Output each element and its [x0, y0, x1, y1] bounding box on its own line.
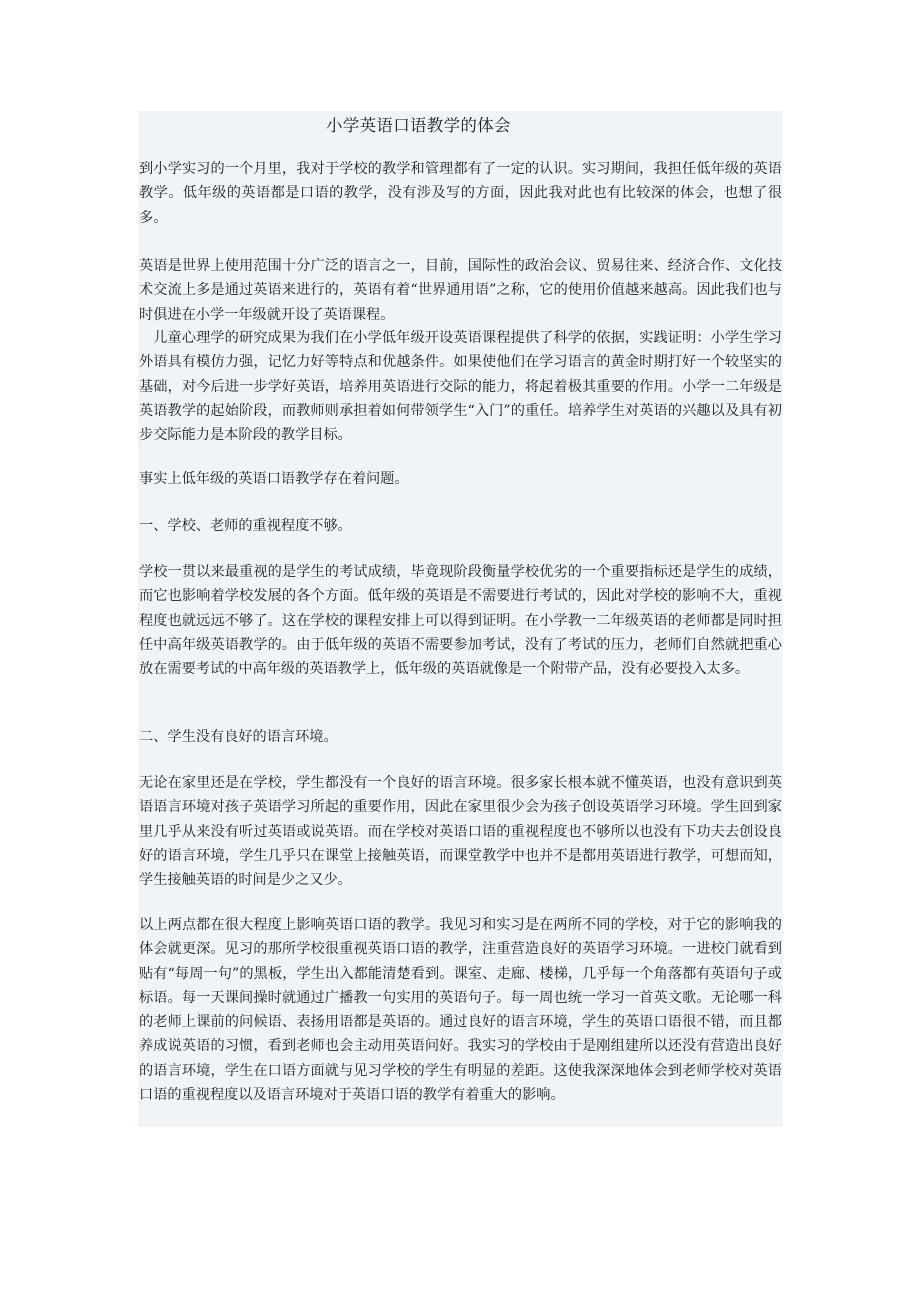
paragraph-conclusion: 以上两点都在很大程度上影响英语口语的教学。我见习和实习是在两所不同的学校，对于它的影响我的体会就更深。见习的那所学校很重视英语口语的教学，注重营造良好的英语学习环境。一进校门就看到贴有“每周一句”的黑板，学生出入都能清楚看到。课室、走廊、楼梯，几乎每一个角落都有英语句子或标语。每一天课间操时就通过广播教一句实用的英语句子。每一周也统一学习一首英文歌。无论哪一科的老师上课前的问候语、表扬用语都是英语的。通过良好的语言环境，学生的英语口语很不错，而且都养成说英语的习惯，看到老师也会主动用英语问好。我实习的学校由于是刚组建所以还没有营造出良好的语言环境，学生在口语方面就与见习学校的学生有明显的差距。这使我深深地体会到老师学校对英语口语的重视程度以及语言环境对于英语口语的教学有着重大的影响。 — [139, 917, 782, 1104]
document-title: 小学英语口语教学的体会 — [326, 116, 511, 135]
paragraph-child-psychology: 儿童心理学的研究成果为我们在小学低年级开设英语课程提供了科学的依据，实践证明：小学生学习外语具有模仿力强，记忆力好等特点和优越条件。如果使他们在学习语言的黄金时期打好一个较坚实的基础，对今后进一步学好英语，培养用英语进行交际的能力，将起着极其重要的作用。小学一二年级是英语教学的起始阶段，而教师则承担着如何带领学生“入门”的重任。培养学生对英语的兴趣以及具有初步交际能力是本阶段的教学目标。 — [139, 330, 782, 444]
section-heading-2: 二、学生没有良好的语言环境。 — [139, 729, 338, 745]
paragraph-school-attention: 学校一贯以来最重视的是学生的考试成绩，毕竟现阶段衡量学校优劣的一个重要指标还是学生的成绩，而它也影响着学校发展的各个方面。低年级的英语是不需要进行考试的，因此对学校的影响不大，重视程度也就远远不够了。这在学校的课程安排上可以得到证明。在小学教一二年级英语的老师都是同时担任中高年级英语教学的。由于低年级的英语不需要参加考试，没有了考试的压力，老师们自然就把重心放在需要考试的中高年级的英语教学上，低年级的英语就像是一个附带产品，没有必要投入太多。 — [139, 564, 782, 678]
paragraph-problem-statement: 事实上低年级的英语口语教学存在着问题。 — [139, 471, 409, 487]
paragraph-intro: 到小学实习的一个月里，我对于学校的教学和管理都有了一定的认识。实习期间，我担任低年级的英语教学。低年级的英语都是口语的教学，没有涉及写的方面，因此我对此也有比较深的体会，也想了很多。 — [139, 161, 782, 226]
paragraph-language-environment: 无论在家里还是在学校，学生都没有一个良好的语言环境。很多家长根本就不懂英语，也没有意识到英语语言环境对孩子英语学习所起的重要作用，因此在家里很少会为孩子创设英语学习环境。学生回到家里几乎从来没有听过英语或说英语。而在学校对英语口语的重视程度也不够所以也没有下功夫去创设良好的语言环境，学生几乎只在课堂上接触英语，而课堂教学中也并不是都用英语进行教学，可想而知，学生接触英语的时间是少之又少。 — [139, 775, 782, 889]
paragraph-english-importance: 英语是世界上使用范围十分广泛的语言之一，目前，国际性的政治会议、贸易往来、经济合作、文化技术交流上多是通过英语来进行的，英语有着“世界通用语”之称，它的使用价值越来越高。因此我们也与时俱进在小学一年级就开设了英语课程。 — [139, 258, 782, 323]
section-heading-1: 一、学校、老师的重视程度不够。 — [139, 518, 352, 534]
